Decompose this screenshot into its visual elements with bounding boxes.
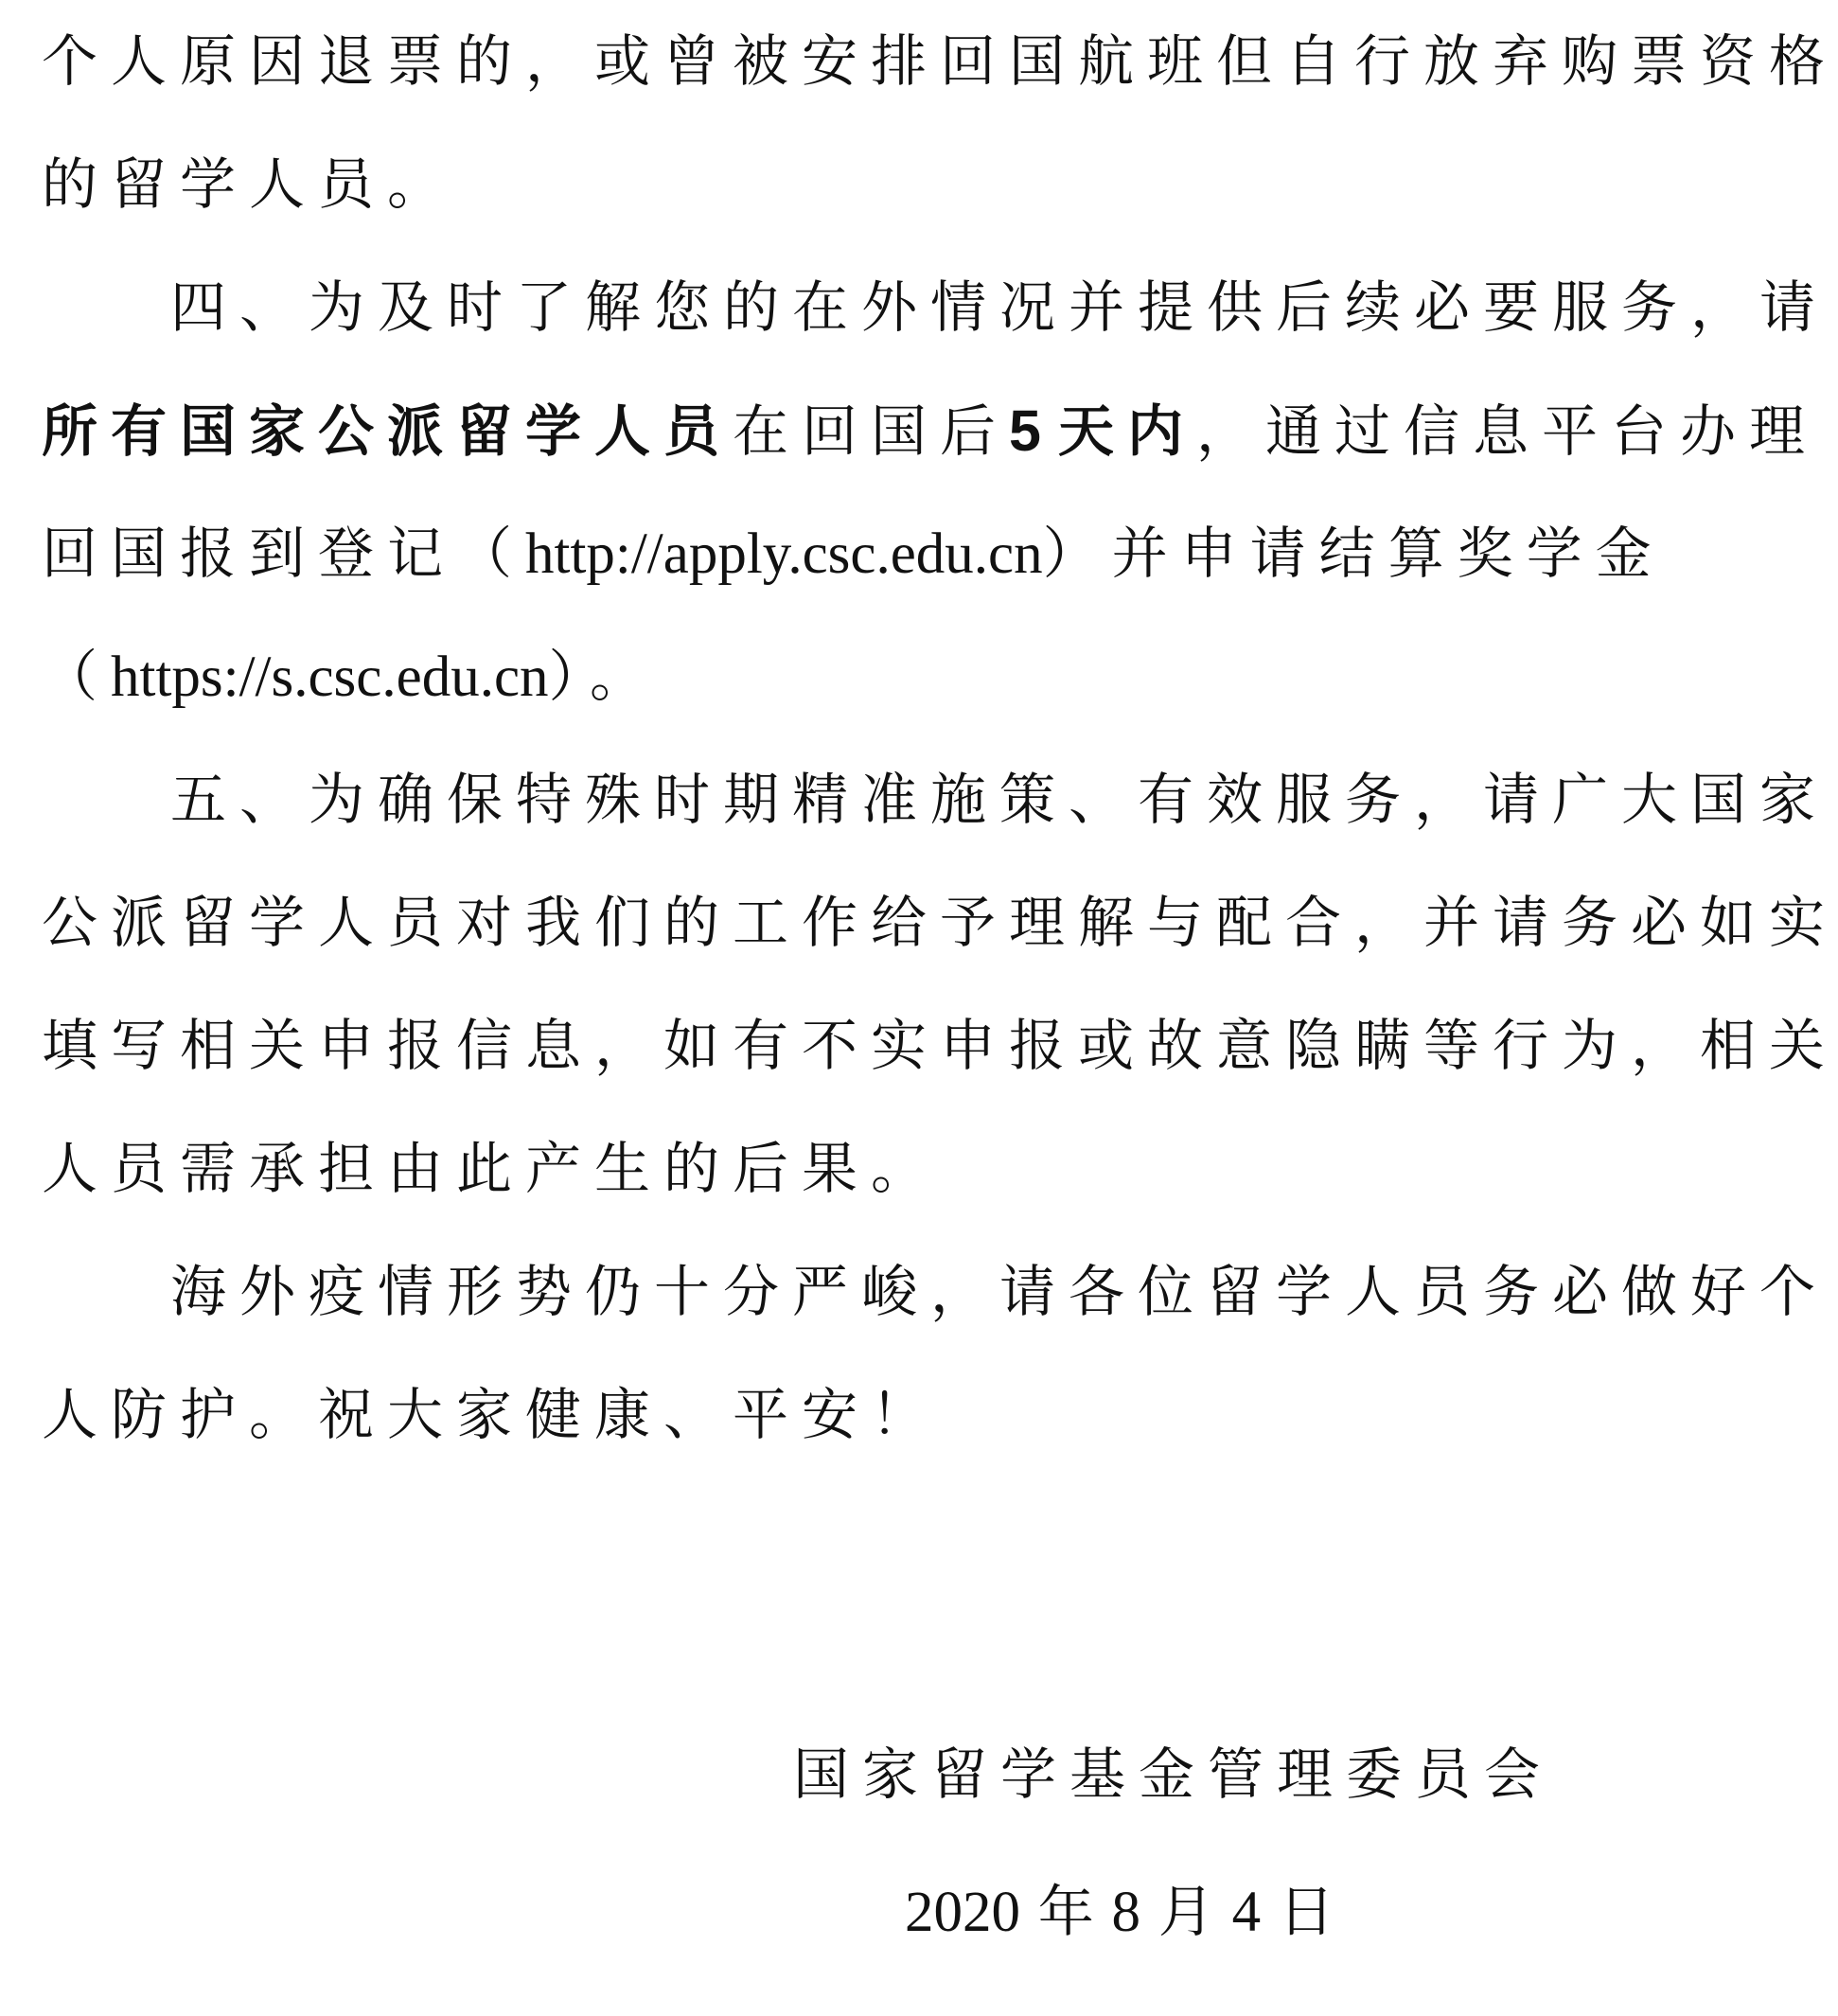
close-paren: ）。 xyxy=(548,644,660,709)
text-via-platform: ，通过信息平台办理 xyxy=(1195,398,1818,464)
text-register: 回国报到登记（ xyxy=(42,521,526,586)
apply-url-link[interactable]: http://apply.csc.edu.cn xyxy=(525,522,1043,586)
closing-line-2: 人防护。祝大家健康、平安！ xyxy=(42,1382,941,1447)
date-year-unit: 年 xyxy=(1037,1879,1094,1944)
text-after-return: 在回国后 xyxy=(733,398,1010,464)
scholarship-url-link[interactable]: https://s.csc.edu.cn xyxy=(111,645,549,709)
paragraph-3-line-1: 个人原因退票的，或曾被安排回国航班但自行放弃购票资格 xyxy=(42,28,1838,94)
paragraph-5-line-4: 人员需承担由此产生的后果。 xyxy=(42,1136,941,1201)
date-year: 2020 xyxy=(905,1881,1020,1944)
date-month-unit: 月 xyxy=(1158,1879,1214,1944)
date-day: 4 xyxy=(1231,1881,1262,1944)
paragraph-4-line-1: 四、为及时了解您的在外情况并提供后续必要服务，请 xyxy=(170,274,1829,340)
paragraph-5-line-2: 公派留学人员对我们的工作给予理解与配合，并请务必如实 xyxy=(42,890,1838,955)
paragraph-5-line-1: 五、为确保特殊时期精准施策、有效服务，请广大国家 xyxy=(170,767,1829,832)
document-body xyxy=(42,0,1838,1477)
closing-line-1: 海外疫情形势仍十分严峻，请各位留学人员务必做好个 xyxy=(170,1259,1829,1324)
signature-date xyxy=(905,1850,1334,1974)
emphasis-within-days: 天内 xyxy=(1057,398,1196,464)
signature-organization: 国家留学基金管理委员会 xyxy=(793,1742,1554,1807)
open-paren: （ xyxy=(42,644,112,709)
paragraph-4-line-3 xyxy=(42,492,1675,615)
paragraph-4-line-4 xyxy=(42,615,1675,738)
paragraph-5-line-3: 填写相关申报信息，如有不实申报或故意隐瞒等行为，相关 xyxy=(42,1013,1838,1078)
paragraph-4-line-2 xyxy=(42,369,1818,492)
emphasis-all-students: 所有国家公派留学人员 xyxy=(42,398,733,464)
date-month: 8 xyxy=(1111,1881,1141,1944)
text-settle-scholarship: ）并申请结算奖学金 xyxy=(1042,521,1665,586)
date-day-unit: 日 xyxy=(1278,1879,1334,1944)
emphasis-day-count: 5 xyxy=(1009,398,1041,463)
paragraph-3-line-2: 的留学人员。 xyxy=(42,151,457,217)
